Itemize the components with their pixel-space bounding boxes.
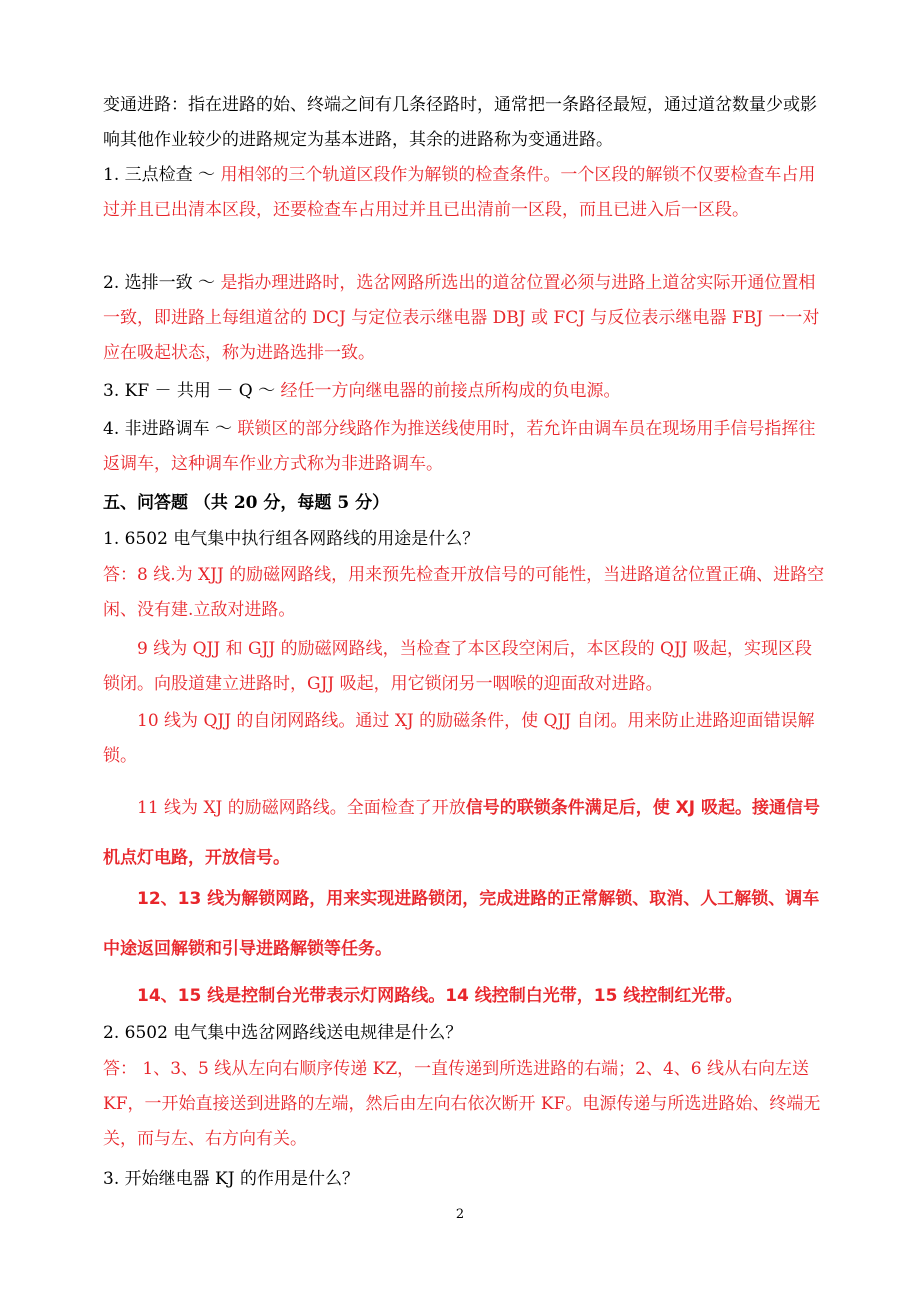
answer-1-line-10-text: 10 线为 QJJ 的自闭网路线。通过 XJ 的励磁条件，使 QJJ 自闭。用来防止进路迎面错误解锁。 xyxy=(103,711,815,766)
answer-1-line-9-text: 9 线为 QJJ 和 GJJ 的励磁网路线，当检查了本区段空闲后，本区段的 QJJ 吸起，实现区段锁闭。向股道建立进路时，GJJ 吸起，用它锁闭另一咽喉的迎面敌对进路。 xyxy=(103,639,812,694)
term-2 xyxy=(103,266,828,371)
answer-1-line-14 xyxy=(103,971,828,1021)
section-5-title: 五、问答题 （共 20 分，每题 5 分） xyxy=(103,493,390,513)
question-1-text: 1. 6502 电气集中执行组各网路线的用途是什么？ xyxy=(103,529,480,549)
paragraph-biantong xyxy=(103,88,828,158)
term-1-label: 1. 三点检查 ～ xyxy=(103,165,221,185)
question-3-text: 3. 开始继电器 KJ 的作用是什么？ xyxy=(103,1169,359,1189)
answer-1-line-11-text-a: 11 线为 XJ 的励磁网路线。全面检查了开放 xyxy=(137,798,466,818)
question-3 xyxy=(103,1162,828,1197)
answer-1-line-9 xyxy=(103,632,828,702)
biantong-text: 变通进路：指在进路的始、终端之间有几条径路时，通常把一条路径最短，通过道岔数量少或影响其他作业较少的进路规定为基本进路，其余的进路称为变通进路。 xyxy=(103,95,817,150)
question-1 xyxy=(103,522,828,557)
term-4-label: 4. 非进路调车 ～ xyxy=(103,419,238,439)
answer-1-line-10 xyxy=(103,704,828,774)
term-1-definition: 用相邻的三个轨道区段作为解锁的检查条件。一个区段的解锁不仅要检查车占用过并且已出清本区段，还要检查车占用过并且已出清前一区段，而且已进入后一区段。 xyxy=(103,165,816,220)
term-3-definition: 经任一方向继电器的前接点所构成的负电源。 xyxy=(280,381,621,401)
answer-2 xyxy=(103,1052,828,1157)
answer-1-line-8-text: 答：8 线.为 XJJ 的励磁网路线，用来预先检查开放信号的可能性，当进路道岔位置正确、进路空闲、没有建.立敌对进路。 xyxy=(103,565,825,620)
question-2-text: 2. 6502 电气集中选岔网路线送电规律是什么？ xyxy=(103,1023,463,1043)
answer-1-line-12 xyxy=(103,874,828,974)
term-1 xyxy=(103,158,828,228)
page-number: 2 xyxy=(455,1207,465,1222)
term-3-label: 3. KF － 共用 － Q ～ xyxy=(103,381,281,401)
term-2-label: 2. 选排一致 ～ xyxy=(103,273,221,293)
answer-1-line-8 xyxy=(103,558,828,628)
answer-1-line-11 xyxy=(103,783,828,883)
term-3 xyxy=(103,374,828,409)
answer-1-line-12-text: 12、13 线为解锁网路，用来实现进路锁闭，完成进路的正常解锁、取消、人工解锁、调车中途返回解锁和引导进路解锁等任务。 xyxy=(103,889,820,959)
answer-1-line-14-text: 14、15 线是控制台光带表示灯网路线。14 线控制白光带，15 线控制红光带。 xyxy=(137,986,743,1006)
answer-1-line-11-text-b: 信号的联锁条件满足后，使 XJ 吸起。接通信号机点灯电路，开放信号。 xyxy=(103,798,821,868)
question-2 xyxy=(103,1016,828,1051)
section-5-heading xyxy=(103,486,828,521)
answer-2-text: 答： 1、3、5 线从左向右顺序传递 KZ，一直传递到所选进路的右端；2、4、6 线从右向左送 KF，一开始直接送到进路的左端，然后由左向右依次断开 KF。电源传递与所选进路始、终端无关，而与左、右方向有关。 xyxy=(103,1059,821,1149)
term-4-definition: 联锁区的部分线路作为推送线使用时，若允许由调车员在现场用手信号指挥往返调车，这种调车作业方式称为非进路调车。 xyxy=(103,419,816,474)
term-2-definition: 是指办理进路时，选岔网路所选出的道岔位置必须与进路上道岔实际开通位置相一致，即进路上每组道岔的 DCJ 与定位表示继电器 DBJ 或 FCJ 与反位表示继电器 FBJ 一一对应在吸起状态，称为进路选排一致。 xyxy=(103,273,820,363)
term-4 xyxy=(103,412,828,482)
